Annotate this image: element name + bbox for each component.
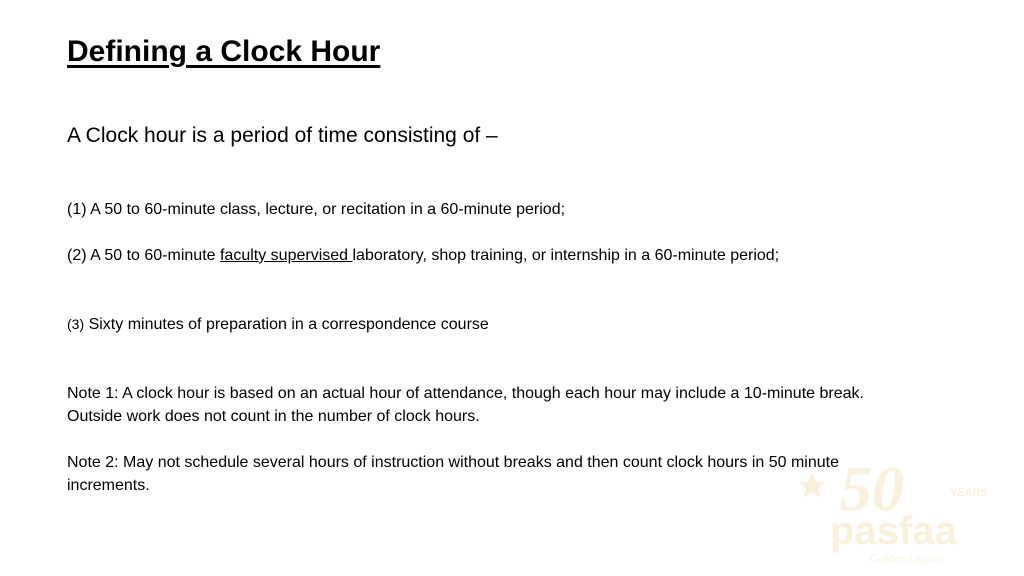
definition-item-2 <box>67 244 867 267</box>
faculty-supervised-underlined: faculty supervised <box>219 247 353 264</box>
pasfaa-50-years-logo <box>800 452 1012 567</box>
star-icon <box>800 472 826 498</box>
item-2-prefix: (2) A 50 to 60-minute <box>67 247 220 264</box>
logo-years-label: YEARS <box>950 487 988 499</box>
logo-number: 50 <box>840 453 904 524</box>
logo-tagline: Golden Legacy <box>870 551 943 565</box>
item-3-text: Sixty minutes of preparation in a correspondence course <box>84 316 489 333</box>
item-2-suffix: laboratory, shop training, or internship in a 60-minute period; <box>352 247 780 264</box>
definition-item-1: (1) A 50 to 60-minute class, lecture, or recitation in a 60-minute period; <box>67 201 566 218</box>
logo-name: pasfaa <box>830 509 957 553</box>
note-1: Note 1: A clock hour is based on an actual hour of attendance, though each hour may include a 10-minute break. Outside work does not count in the number of clock hours. <box>67 385 864 425</box>
slide-title: Defining a Clock Hour <box>67 35 381 68</box>
item-3-number: (3) <box>67 316 85 332</box>
note-2: Note 2: May not schedule several hours of instruction without breaks and then count clock hours in 50 minute increments. <box>67 454 839 494</box>
intro-text: A Clock hour is a period of time consisting of – <box>67 124 498 147</box>
definition-item-3 <box>67 313 867 336</box>
